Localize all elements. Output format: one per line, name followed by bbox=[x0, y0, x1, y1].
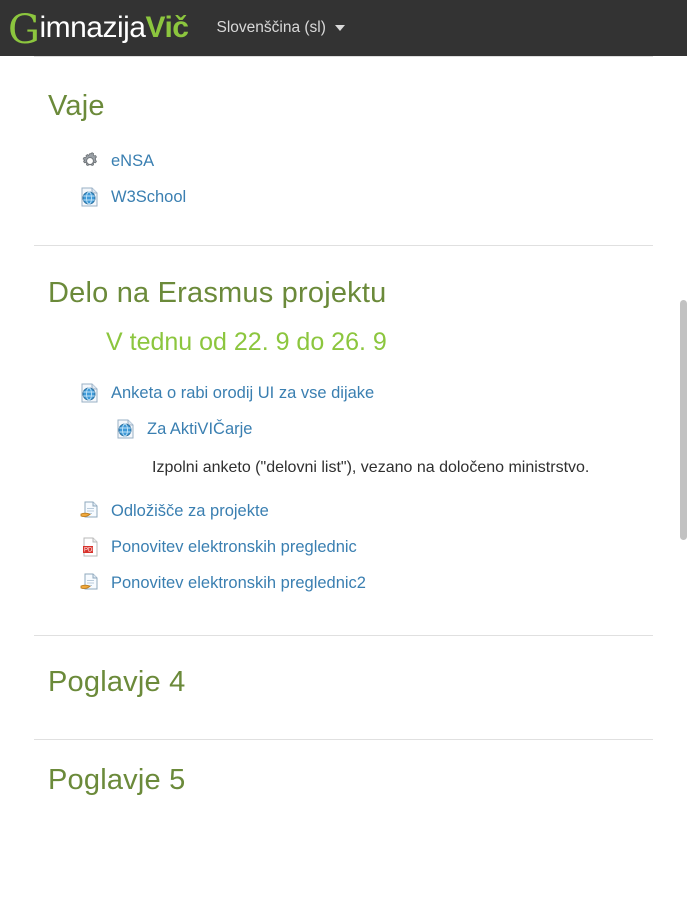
section-title-vaje: Vaje bbox=[48, 90, 105, 122]
url-globe-icon bbox=[114, 417, 138, 441]
list-item[interactable] bbox=[78, 497, 653, 525]
section-poglavje-4 bbox=[34, 635, 653, 699]
url-globe-icon bbox=[78, 185, 102, 209]
course-content bbox=[0, 56, 687, 796]
list-item-label[interactable]: Ponovitev elektronskih preglednic2 bbox=[111, 573, 366, 592]
svg-text:PDF: PDF bbox=[84, 547, 96, 554]
section-title-poglavje-5: Poglavje 5 bbox=[48, 764, 186, 796]
logo-word-vic: Vič bbox=[145, 11, 189, 44]
settings-gear-icon bbox=[78, 149, 102, 173]
scrollbar-thumb[interactable] bbox=[680, 300, 687, 540]
file-upload-icon bbox=[78, 499, 102, 523]
list-item-label[interactable]: Anketa o rabi orodij UI za vse dijake bbox=[111, 383, 375, 402]
url-globe-icon bbox=[78, 381, 102, 405]
list-item[interactable] bbox=[78, 533, 653, 561]
page-scrollbar[interactable] bbox=[680, 0, 687, 907]
list-item-label[interactable]: Za AktiVIČarje bbox=[147, 419, 253, 438]
section-vaje-items bbox=[34, 141, 653, 245]
list-item[interactable] bbox=[78, 569, 653, 597]
section-subheading-week: V tednu od 22. 9 do 26. 9 bbox=[106, 328, 387, 356]
list-item[interactable] bbox=[114, 415, 653, 443]
list-item[interactable] bbox=[78, 147, 653, 175]
language-selector-label: Slovenščina (sl) bbox=[216, 19, 326, 36]
list-item-label[interactable]: eNSA bbox=[111, 151, 155, 170]
section-title-erasmus: Delo na Erasmus projektu bbox=[48, 277, 387, 309]
chevron-down-icon bbox=[335, 25, 345, 31]
site-logo[interactable] bbox=[8, 7, 189, 53]
language-selector[interactable] bbox=[217, 19, 345, 37]
list-item-label[interactable]: W3School bbox=[111, 187, 187, 206]
section-paragraph: Izpolni anketo ("delovni list"), vezano na določeno ministrstvo. bbox=[152, 459, 590, 476]
logo-word-imnazija: imnazija bbox=[39, 11, 146, 44]
pdf-file-icon bbox=[78, 535, 102, 559]
section-erasmus bbox=[34, 245, 653, 635]
list-item[interactable] bbox=[78, 379, 653, 407]
list-item-label[interactable]: Ponovitev elektronskih preglednic bbox=[111, 537, 357, 556]
list-item-label[interactable]: Odložišče za projekte bbox=[111, 501, 269, 520]
logo-letter-g: G bbox=[8, 7, 40, 53]
list-item[interactable] bbox=[78, 183, 653, 211]
section-poglavje-5 bbox=[34, 739, 653, 796]
section-erasmus-items bbox=[34, 497, 653, 635]
file-upload-icon bbox=[78, 571, 102, 595]
section-title-poglavje-4: Poglavje 4 bbox=[48, 666, 186, 698]
section-vaje bbox=[34, 56, 653, 245]
top-navigation-bar bbox=[0, 0, 687, 56]
